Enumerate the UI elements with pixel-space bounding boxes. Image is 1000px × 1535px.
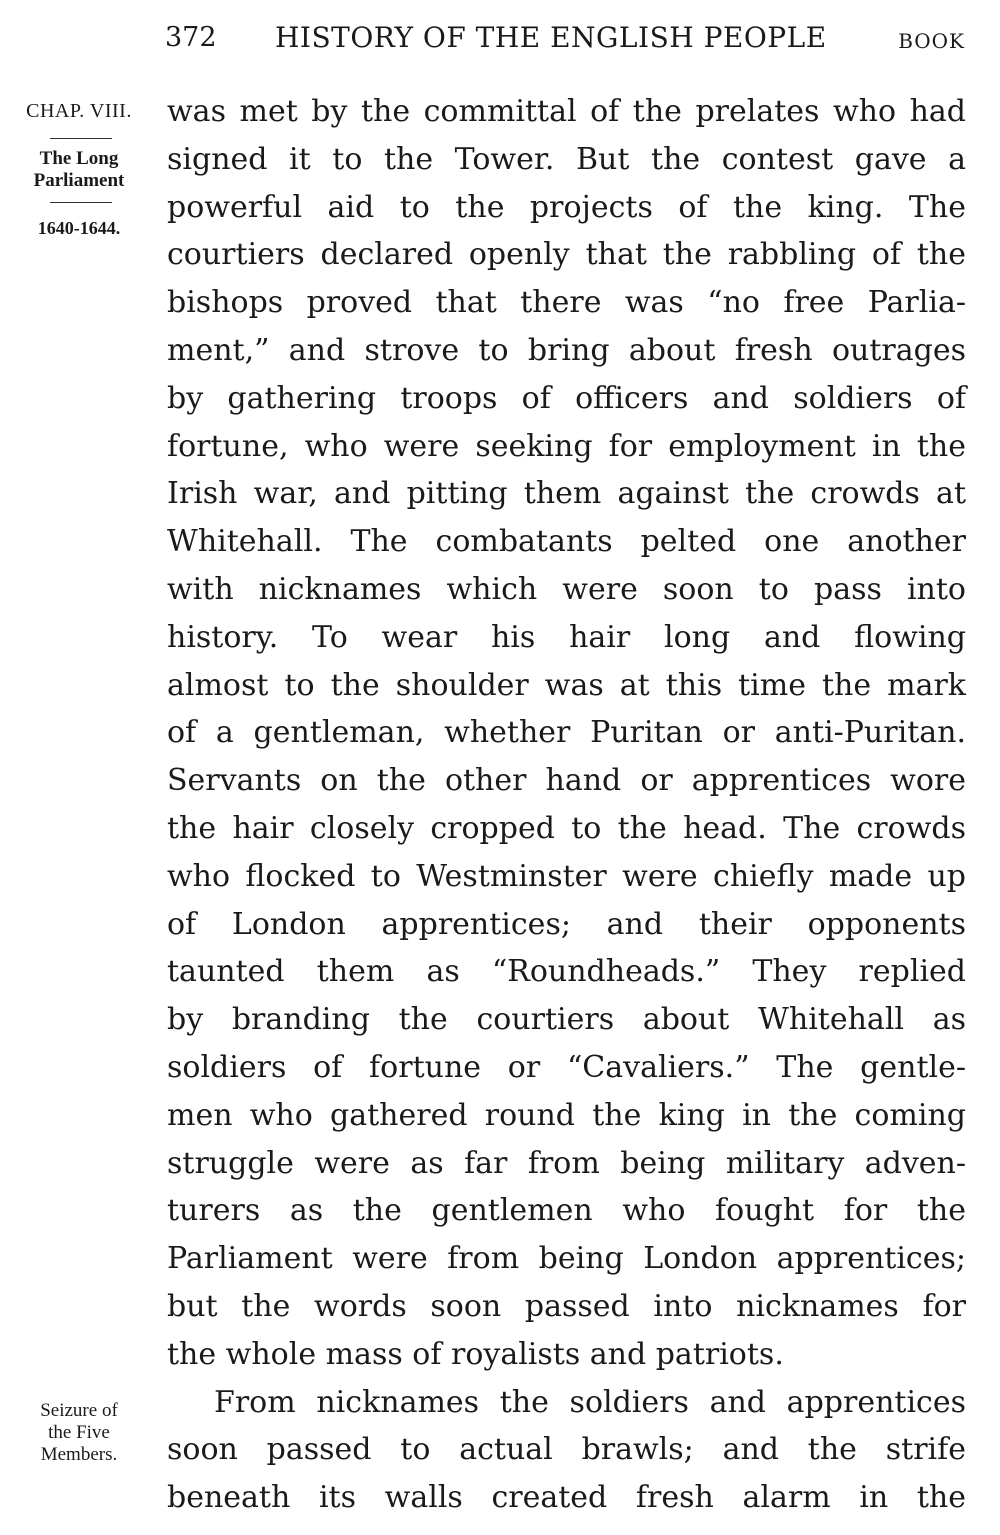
- text-line: of a gentleman, whether Puritan or anti-Puritan.: [167, 715, 966, 751]
- margin-note-topic: [0, 148, 158, 192]
- margin-note-topic-line1: The Long: [39, 148, 119, 169]
- chapter-label: CHAP. VIII.: [26, 100, 132, 122]
- text-line: soldiers of fortune or “Cavaliers.” The gentle-: [167, 1049, 966, 1085]
- book-label: BOOK: [898, 29, 965, 53]
- text-line: Irish war, and pitting them against the crowds at: [167, 476, 966, 512]
- text-line: powerful aid to the projects of the king. The: [167, 189, 966, 225]
- text-line: almost to the shoulder was at this time the mark: [167, 667, 966, 703]
- text-line: turers as the gentlemen who fought for the: [167, 1193, 966, 1229]
- text-line: ment,” and strove to bring about fresh outrages: [167, 332, 966, 368]
- margin-note-topic-line2: Parliament: [33, 170, 125, 191]
- margin-note-section: [0, 1400, 158, 1466]
- text-line: taunted them as “Roundheads.” They replied: [167, 954, 966, 990]
- margin-note-section-line3: Members.: [40, 1444, 118, 1465]
- text-line: beneath its walls created fresh alarm in the: [167, 1480, 966, 1516]
- margin-divider: [50, 202, 112, 203]
- margin-note-section-line2: the Five: [48, 1422, 110, 1443]
- text-line: courtiers declared openly that the rabbling of the: [167, 237, 966, 273]
- text-line: by gathering troops of officers and soldiers of: [167, 380, 966, 416]
- text-line: was met by the committal of the prelates who had: [167, 94, 966, 129]
- text-line: men who gathered round the king in the coming: [167, 1097, 966, 1133]
- text-line: From nicknames the soldiers and apprentices: [214, 1384, 966, 1420]
- text-line: but the words soon passed into nicknames for: [167, 1288, 966, 1324]
- margin-note-section-line1: Seizure of: [40, 1400, 118, 1421]
- text-line: fortune, who were seeking for employment in the: [167, 428, 966, 464]
- text-line: with nicknames which were soon to pass into: [167, 571, 966, 607]
- margin-dates: 1640-1644.: [37, 218, 121, 238]
- body-text: [167, 88, 966, 1522]
- page-number: 372: [165, 22, 217, 53]
- text-line: the hair closely cropped to the head. The crowds: [167, 810, 966, 846]
- text-line: by branding the courtiers about Whitehall as: [167, 1002, 966, 1038]
- text-line: bishops proved that there was “no free Parlia-: [167, 285, 966, 321]
- text-line: struggle were as far from being military adven-: [167, 1145, 966, 1181]
- text-line: history. To wear his hair long and flowing: [167, 619, 966, 655]
- running-title: HISTORY OF THE ENGLISH PEOPLE: [275, 21, 827, 54]
- text-line: Whitehall. The combatants pelted one another: [167, 524, 966, 560]
- text-line: Parliament were from being London apprentices;: [167, 1241, 966, 1277]
- text-line: Servants on the other hand or apprentices wore: [167, 763, 966, 799]
- margin-divider: [50, 138, 112, 139]
- page-header: [165, 18, 965, 58]
- text-line: who flocked to Westminster were chiefly made up: [167, 858, 966, 894]
- text-line: signed it to the Tower. But the contest gave a: [167, 141, 966, 177]
- text-line: of London apprentices; and their opponents: [167, 906, 966, 942]
- text-line: soon passed to actual brawls; and the strife: [167, 1432, 966, 1468]
- text-line: the whole mass of royalists and patriots.: [167, 1336, 784, 1372]
